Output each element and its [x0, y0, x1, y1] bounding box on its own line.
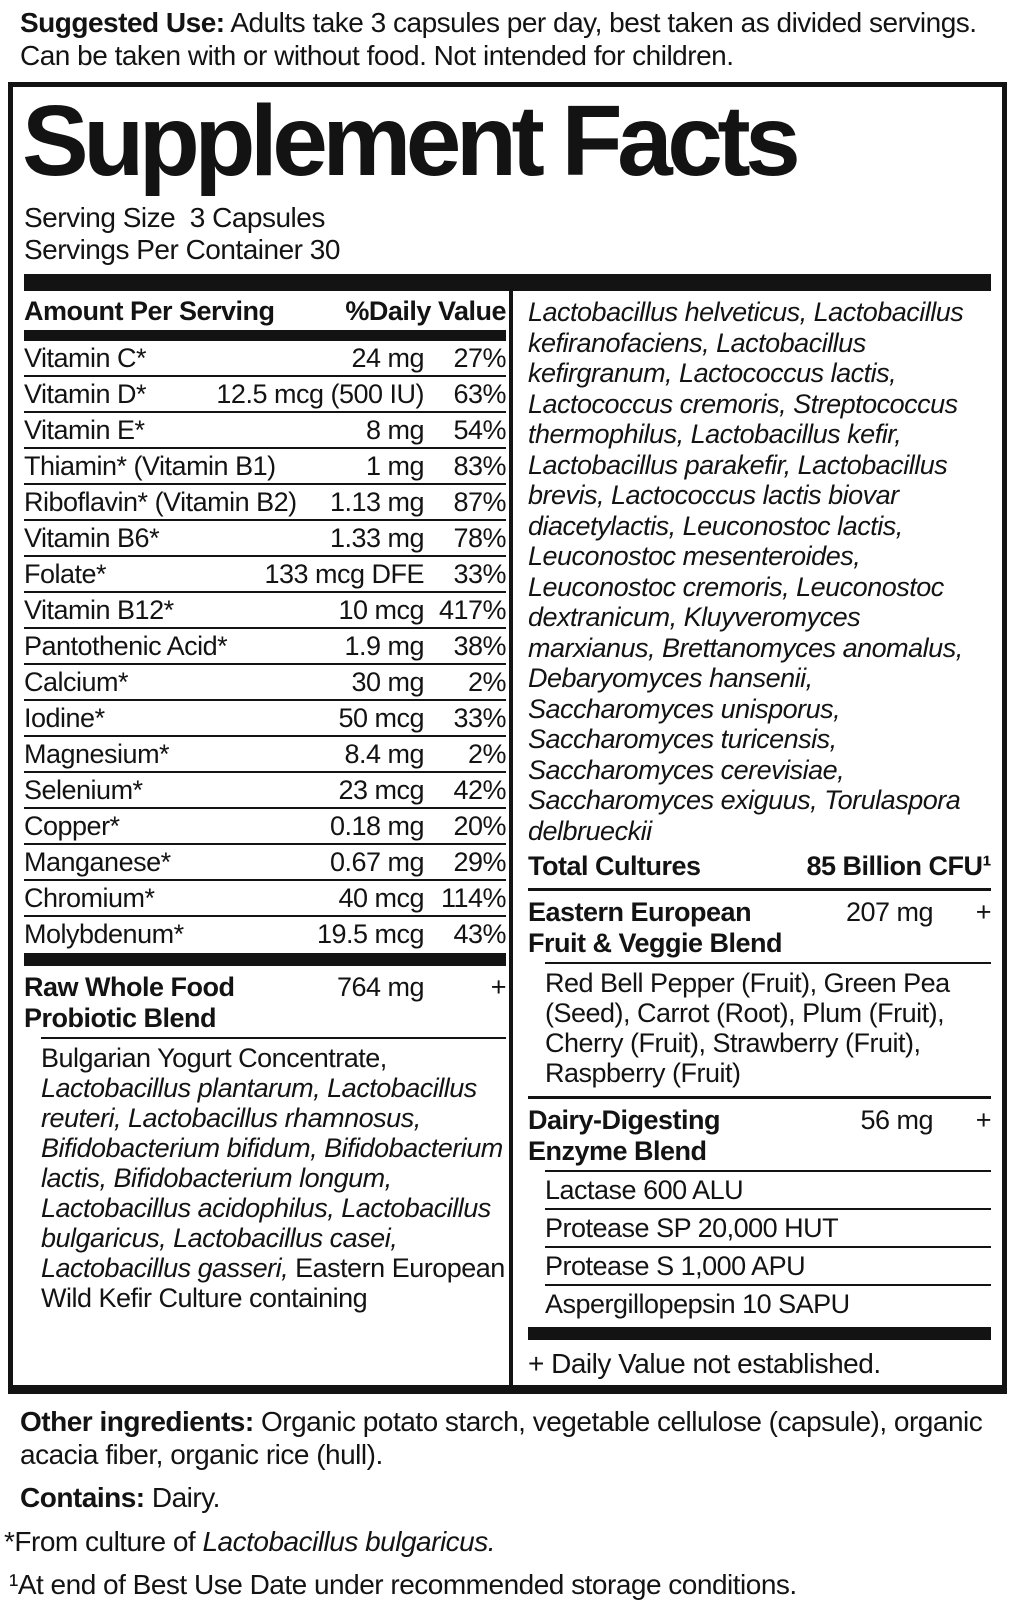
total-cultures-value: 85 Billion CFU¹: [806, 851, 991, 881]
nutrient-name: Chromium*: [24, 883, 155, 913]
nutrient-amount: 0.67 mg: [329, 847, 424, 877]
fruit-veggie-blend-header: [528, 891, 991, 962]
fruit-veggie-blend-ingredients: Red Bell Pepper (Fruit), Green Pea (Seed), Carrot (Root), Plum (Fruit), Cherry (Fruit), Strawberry (Fruit), Raspberry (Fruit): [545, 968, 950, 1088]
total-cultures-label: Total Cultures: [528, 851, 701, 881]
nutrient-row: [24, 699, 506, 735]
suggested-use-label: Suggested Use:: [20, 7, 225, 38]
nutrient-daily-value: 29%: [453, 847, 506, 877]
fruit-veggie-blend-amount: 207 mg: [845, 897, 933, 927]
total-cultures-row: [528, 850, 991, 888]
nutrient-daily-value: 38%: [453, 631, 506, 661]
nutrient-row: [24, 411, 506, 447]
nutrient-name: Manganese*: [24, 847, 171, 877]
probiotic-blend-header: [24, 966, 506, 1037]
nutrient-name: Vitamin B6*: [24, 523, 160, 553]
nutrient-amount: 10 mcg: [338, 595, 424, 625]
nutrient-daily-value: 63%: [453, 379, 506, 409]
nutrient-amount: 0.18 mg: [329, 811, 424, 841]
enzyme-row: Aspergillopepsin 10 SAPU: [545, 1284, 991, 1322]
nutrient-daily-value: 33%: [453, 703, 506, 733]
probiotic-blend-amount: 764 mg: [336, 972, 424, 1002]
nutrient-row: [24, 375, 506, 411]
suggested-use-text: [0, 0, 1015, 82]
enzyme-blend-name: Dairy-Digesting Enzyme Blend: [528, 1105, 721, 1166]
nutrient-daily-value: 54%: [453, 415, 506, 445]
enzyme-row: Lactase 600 ALU: [545, 1175, 744, 1205]
daily-value-note: + Daily Value not established.: [528, 1348, 881, 1379]
nutrient-name: Calcium*: [24, 667, 129, 697]
nutrient-name: Vitamin E*: [24, 415, 145, 445]
nutrient-name: Iodine*: [24, 703, 105, 733]
probiotic-blend-dv: +: [490, 972, 506, 1002]
nutrient-row: [24, 483, 506, 519]
nutrient-name: Pantothenic Acid*: [24, 631, 228, 661]
left-column: [24, 291, 506, 1385]
nutrient-row: [24, 915, 506, 951]
other-ingredients: [20, 1406, 1001, 1471]
nutrient-amount: 12.5 mcg (500 IU): [216, 379, 424, 409]
nutrient-row: [24, 663, 506, 699]
probiotic-blend-name: Raw Whole Food Probiotic Blend: [24, 972, 235, 1033]
kefir-species-list: Lactobacillus helveticus, Lactobacillus kefiranofaciens, Lactobacillus kefirgranum, Lactococcus lactis, Lactococcus cremoris, Streptococcus thermophilus, Lactobacillus kefir, Lactobacillus parakefir, Lactobacillus brevis, Lactococcus lactis biovar diacetylactis, Leuconostoc lactis, Leuconostoc mesenteroides, Leuconostoc cremoris, Leuconostoc dextranicum, Kluyveromyces marxianus, Brettanomyces anomalus, Debaryomyces hansenii, Saccharomyces unisporus, Saccharomyces turicensis, Saccharomyces cerevisiae, Saccharomyces exiguus, Torulaspora delbrueckii: [528, 297, 964, 846]
nutrient-daily-value: 42%: [453, 775, 506, 805]
other-ingredients-label: Other ingredients:: [20, 1406, 254, 1437]
nutrient-row: [24, 519, 506, 555]
nutrient-daily-value: 87%: [453, 487, 506, 517]
supplement-facts-panel: [8, 82, 1007, 1394]
nutrient-amount: 1.9 mg: [344, 631, 424, 661]
other-ingredients-text: Organic potato starch, vegetable cellulose (capsule), organic acacia fiber, organic rice (hull).: [20, 1406, 983, 1470]
nutrient-amount: 133 mcg DFE: [264, 559, 424, 589]
amount-per-serving-header: Amount Per Serving: [24, 296, 275, 326]
contains-label: Contains:: [20, 1482, 145, 1513]
nutrient-daily-value: 20%: [453, 811, 506, 841]
right-column: [513, 291, 991, 1385]
nutrient-row: [24, 555, 506, 591]
facts-columns: [24, 291, 991, 1385]
serving-size: Serving Size 3 Capsules: [24, 202, 325, 233]
divider-bar-note: [528, 1327, 991, 1340]
nutrient-name: Molybdenum*: [24, 919, 184, 949]
from-culture-species: Lactobacillus bulgaricus.: [202, 1525, 496, 1557]
table-header: [24, 291, 506, 330]
divider-bar-header: [24, 330, 506, 341]
nutrient-name: Vitamin C*: [24, 343, 147, 373]
enzyme-blend-header: [528, 1099, 991, 1170]
nutrient-amount: 19.5 mcg: [316, 919, 424, 949]
nutrient-daily-value: 114%: [440, 883, 506, 913]
servings-per-container: Servings Per Container 30: [24, 233, 340, 265]
nutrient-amount: 24 mg: [351, 343, 424, 373]
nutrient-daily-value: 33%: [453, 559, 506, 589]
footer-notes: [0, 1394, 1015, 1614]
nutrient-name: Folate*: [24, 559, 107, 589]
nutrient-amount: 1.33 mg: [329, 523, 424, 553]
nutrient-row: [24, 627, 506, 663]
nutrient-name: Thiamin* (Vitamin B1): [24, 451, 276, 481]
divider-bar-blend: [24, 953, 506, 966]
suggested-use-body: Adults take 3 capsules per day, best taken as divided servings. Can be taken with or without food. Not intended for children.: [20, 7, 977, 71]
probiotic-intro: Bulgarian Yogurt Concentrate,: [41, 1043, 387, 1073]
nutrient-amount: 8.4 mg: [344, 739, 424, 769]
nutrient-row: [24, 735, 506, 771]
nutrient-amount: 23 mcg: [338, 775, 424, 805]
nutrient-amount: 8 mg: [365, 415, 424, 445]
enzyme-rows: [545, 1172, 991, 1322]
contains-statement: [20, 1482, 1001, 1515]
panel-title: Supplement Facts: [22, 85, 796, 197]
nutrient-name: Vitamin D*: [24, 379, 147, 409]
nutrient-row: [24, 843, 506, 879]
divider-bar-full: [24, 274, 991, 291]
best-use-footnote: ¹At end of Best Use Date under recommended storage conditions.: [9, 1569, 797, 1600]
nutrient-row: [24, 591, 506, 627]
nutrient-amount: 30 mg: [351, 667, 424, 697]
nutrient-name: Riboflavin* (Vitamin B2): [24, 487, 297, 517]
nutrient-row: [24, 771, 506, 807]
probiotic-blend-ingredients: [24, 1039, 506, 1321]
nutrient-table: [24, 341, 506, 951]
nutrient-daily-value: 417%: [438, 595, 506, 625]
nutrient-row: [24, 807, 506, 843]
nutrient-name: Vitamin B12*: [24, 595, 174, 625]
enzyme-row: Protease S 1,000 APU: [545, 1246, 991, 1284]
nutrient-name: Copper*: [24, 811, 120, 841]
nutrient-daily-value: 43%: [453, 919, 506, 949]
nutrient-amount: 1.13 mg: [329, 487, 424, 517]
nutrient-amount: 1 mg: [365, 451, 424, 481]
nutrient-amount: 40 mcg: [338, 883, 424, 913]
from-culture-prefix: *From culture of: [4, 1525, 203, 1557]
nutrient-name: Magnesium*: [24, 739, 170, 769]
enzyme-blend-amount: 56 mg: [860, 1105, 933, 1135]
nutrient-row: [24, 341, 506, 375]
nutrient-daily-value: 27%: [453, 343, 506, 373]
probiotic-tail: Eastern European Wild Kefir Culture containing: [41, 1253, 505, 1313]
enzyme-blend-dv: +: [975, 1105, 991, 1135]
nutrient-name: Selenium*: [24, 775, 143, 805]
fruit-veggie-blend-dv: +: [975, 897, 991, 927]
nutrient-row: [24, 879, 506, 915]
probiotic-species: Lactobacillus plantarum, Lactobacillus reuteri, Lactobacillus rhamnosus, Bifidobacterium bifidum, Bifidobacterium lactis, Bifidobacterium longum, Lactobacillus acidophilus, Lactobacillus bulgaricus, Lactobacillus casei, Lactobacillus gasseri,: [41, 1073, 503, 1283]
enzyme-row: Protease SP 20,000 HUT: [545, 1208, 991, 1246]
nutrient-daily-value: 2%: [467, 739, 506, 769]
nutrient-daily-value: 78%: [453, 523, 506, 553]
nutrient-daily-value: 2%: [467, 667, 506, 697]
daily-value-header: %Daily Value: [345, 296, 506, 326]
nutrient-amount: 50 mcg: [338, 703, 424, 733]
nutrient-row: [24, 447, 506, 483]
fruit-veggie-blend-name: Eastern European Fruit & Veggie Blend: [528, 897, 783, 958]
nutrient-daily-value: 83%: [453, 451, 506, 481]
asterisk-footnote: [4, 1526, 1001, 1559]
contains-text: Dairy.: [144, 1482, 220, 1513]
